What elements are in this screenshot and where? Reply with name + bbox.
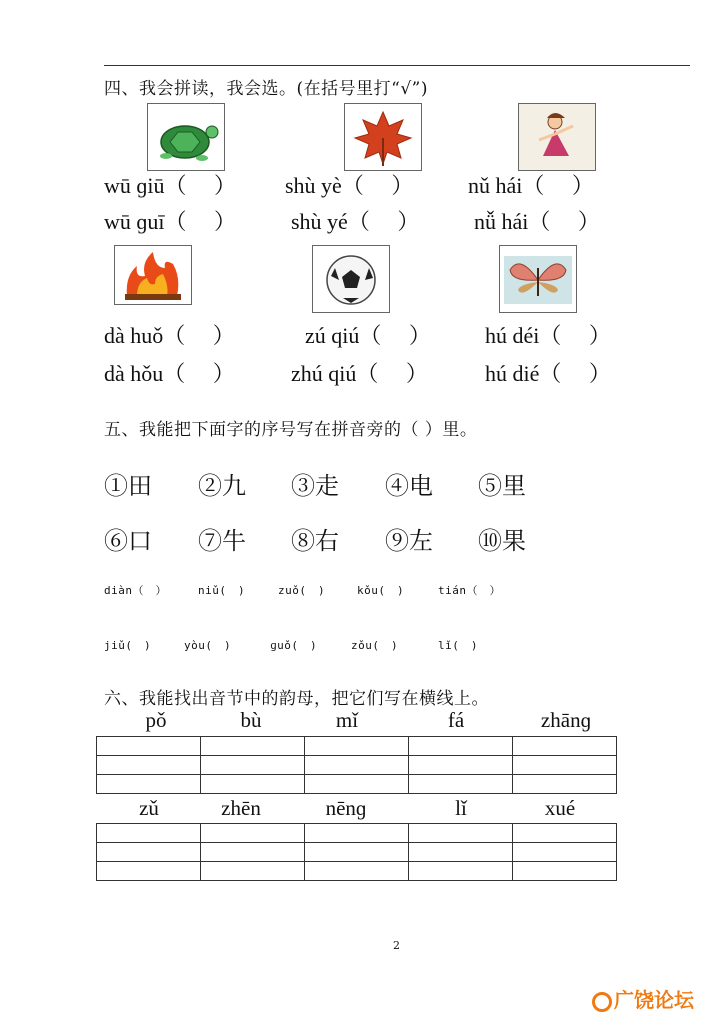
answer-cell[interactable] (305, 775, 409, 794)
pinyin-fire-b: dà hǒu（ ） (104, 361, 235, 386)
pinyin-item: kǒu( ) (357, 584, 405, 597)
answer-cell[interactable] (201, 756, 305, 775)
pinyin-girl-a: nǔ hái（ ） (468, 173, 594, 198)
pinyin-item: jiǔ( ) (104, 639, 152, 652)
pinyin-item: tián（ ） (438, 584, 501, 597)
page-number: 2 (393, 939, 400, 952)
girl-icon (518, 103, 596, 171)
char-item: ⑥口 (104, 527, 152, 555)
answer-cell[interactable] (97, 737, 201, 756)
answer-cell[interactable] (409, 843, 513, 862)
answer-cell[interactable] (513, 775, 617, 794)
char-item: ③走 (291, 472, 339, 500)
answer-cell[interactable] (305, 862, 409, 881)
answer-cell[interactable] (409, 737, 513, 756)
answer-cell[interactable] (409, 862, 513, 881)
answer-grid-2 (96, 823, 617, 881)
char-item: ②九 (198, 472, 246, 500)
syllable-header: zǔ (139, 796, 159, 820)
char-item: ⑨左 (385, 527, 433, 555)
char-item: ⑩果 (478, 527, 526, 555)
pinyin-leaf-b: shù yé（ ） (291, 209, 420, 234)
char-item: ⑤里 (478, 472, 526, 500)
answer-cell[interactable] (201, 824, 305, 843)
answer-grid-1 (96, 736, 617, 794)
answer-cell[interactable] (97, 775, 201, 794)
pinyin-turtle-a: wū ɡiū（ ） (104, 173, 237, 198)
pinyin-item: zǒu( ) (351, 639, 399, 652)
char-item: ⑦牛 (198, 527, 246, 555)
answer-cell[interactable] (201, 843, 305, 862)
pinyin-football-b: zhú qiú（ ） (291, 361, 428, 386)
pinyin-item: zuǒ( ) (278, 584, 326, 597)
syllable-header: mǐ (335, 708, 359, 732)
answer-cell[interactable] (409, 756, 513, 775)
watermark-text: 广饶论坛 (614, 988, 694, 1012)
butterfly-icon (499, 245, 577, 313)
section4-title: 四、我会拼读，我会选。(在括号里打“√”) (104, 79, 428, 99)
answer-cell[interactable] (513, 824, 617, 843)
syllable-header: zhānɡ (540, 708, 592, 732)
watermark-g-icon (592, 992, 612, 1012)
pinyin-turtle-b: wū ɡuī（ ） (104, 209, 237, 234)
answer-cell[interactable] (409, 775, 513, 794)
football-icon (312, 245, 390, 313)
fire-icon (114, 245, 192, 305)
answer-cell[interactable] (97, 756, 201, 775)
answer-cell[interactable] (201, 775, 305, 794)
pinyin-item: yòu( ) (184, 639, 232, 652)
leaf-icon (344, 103, 422, 171)
answer-cell[interactable] (97, 843, 201, 862)
syllable-header: bù (240, 708, 262, 732)
pinyin-girl-b: nǚ hái（ ） (474, 209, 600, 234)
answer-cell[interactable] (305, 824, 409, 843)
top-rule (104, 65, 690, 66)
pinyin-butterfly-a: hú déi（ ） (485, 323, 611, 348)
pinyin-football-a: zú qiú（ ） (305, 323, 431, 348)
answer-cell[interactable] (201, 737, 305, 756)
pinyin-leaf-a: shù yè（ ） (285, 173, 414, 198)
syllable-header: lǐ (455, 796, 467, 820)
char-item: ⑧右 (291, 527, 339, 555)
syllable-header: nēnɡ (325, 796, 367, 820)
syllable-header: fá (447, 708, 465, 732)
answer-cell[interactable] (97, 862, 201, 881)
answer-cell[interactable] (97, 824, 201, 843)
answer-cell[interactable] (513, 737, 617, 756)
answer-cell[interactable] (201, 862, 305, 881)
pinyin-butterfly-b: hú dié（ ） (485, 361, 611, 386)
watermark-logo (592, 984, 694, 1013)
answer-cell[interactable] (513, 862, 617, 881)
syllable-header: pǒ (145, 708, 167, 732)
answer-cell[interactable] (513, 843, 617, 862)
syllable-header: zhēn (221, 796, 261, 820)
pinyin-item: niǔ( ) (198, 584, 246, 597)
section6-title: 六、我能找出音节中的韵母，把它们写在横线上。 (104, 689, 489, 709)
pinyin-item: ɡuǒ( ) (270, 639, 318, 652)
turtle-icon (147, 103, 225, 171)
answer-cell[interactable] (409, 824, 513, 843)
section5-title: 五、我能把下面字的序号写在拼音旁的（ ）里。 (104, 420, 478, 440)
pinyin-item: diàn（ ） (104, 584, 167, 597)
answer-cell[interactable] (305, 737, 409, 756)
pinyin-fire-a: dà huǒ（ ） (104, 323, 235, 348)
char-item: ①田 (104, 472, 152, 500)
answer-cell[interactable] (513, 756, 617, 775)
syllable-header: xué (544, 796, 576, 820)
char-item: ④电 (385, 472, 433, 500)
answer-cell[interactable] (305, 843, 409, 862)
answer-cell[interactable] (305, 756, 409, 775)
pinyin-item: lǐ( ) (438, 639, 478, 652)
